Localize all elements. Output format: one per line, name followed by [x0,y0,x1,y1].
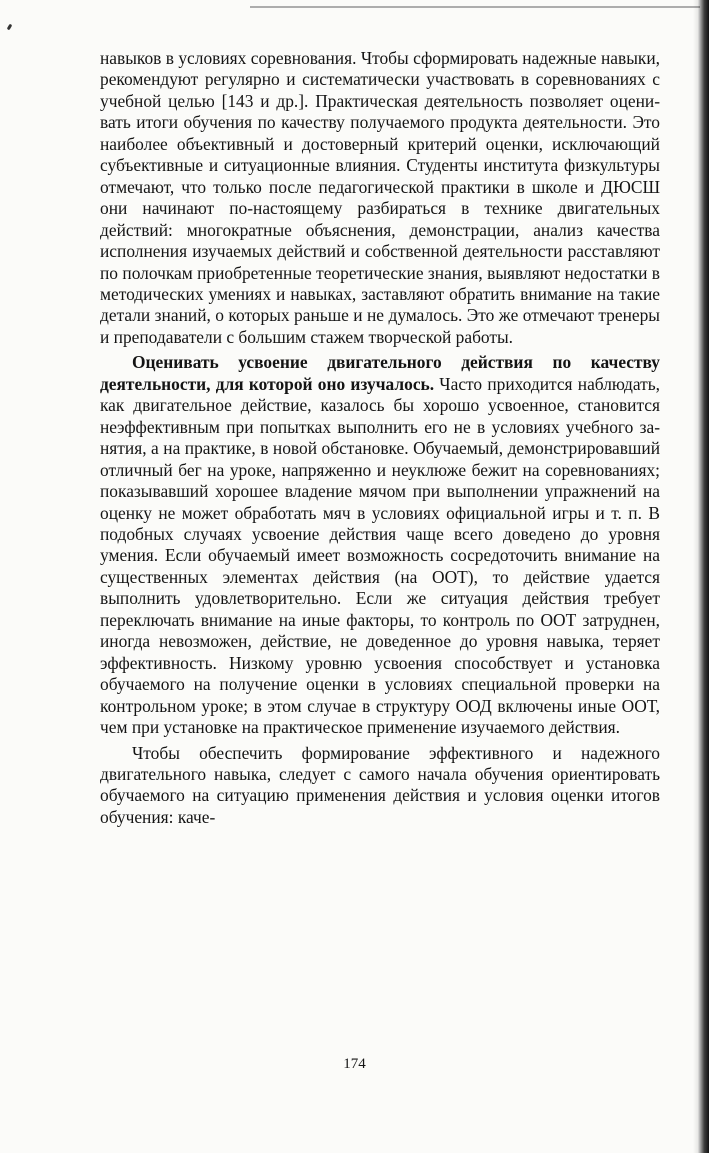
scan-edge-top [250,6,700,8]
paragraph-3-text: Чтобы обеспечить формирование эффективного и надежного двигательного навыка, следует с самого начала обучения ориентировать обучаемого на ситуацию применения действия и условия оценки итогов обучения: каче- [100,742,660,827]
paragraph-2 [100,352,660,738]
body-text [100,48,660,828]
paragraph-2-text: Часто приходится наблюдать, как двигательное действие, казалось бы хорошо усвоенное, становится неэффективным при попытках выполнить его не в условиях учебного занятия, а на практике, в новой обстановке. Обучаемый, демонстрировавший отличный бег на уроке, напряженно и неуклюже бежит на соревнованиях; показывавший хорошее владение мячом при выполнении упражнений на оценку не может обработать мяч в условиях официальной игры и т. п. В подобных случаях усвоение действия чаще всего доведено до уровня умения. Если обучаемый имеет возможность сосредоточить внимание на существенных элементах действия (на ООТ), то действие удается выполнить удовлетворительно. Если же ситуация действия требует переключать внимание на иные факторы, то контроль по ООТ затруднен, иногда невозможен, действие, не доведенное до уровня навыка, теряет эффективность. Низкому уровню усвоения способствует и установка обучаемого на получение оценки в условиях специальной проверки на контрольном уроке; в этом случае в структуру ООД включены иные ООТ, чем при установке на практическое применение изучаемого действия. [100,373,660,738]
scan-edge-right [693,0,709,1153]
paragraph-3 [100,743,660,829]
paragraph-1 [100,48,660,348]
page-number: 174 [343,1056,366,1072]
paragraph-1-text: навыков в условиях соревнования. Чтобы сформировать надежные навыки, рекомендуют регулярно и систематически участвовать в соревнованиях с учебной целью [143 и др.]. Практическая деятельность позволяет оценивать итоги обучения по качеству получаемого продукта деятельности. Это наиболее объективный и достоверный критерий оценки, исключающий субъективные и ситуационные влияния. Студенты института физкультуры отмечают, что только после педагогической практики в школе и ДЮСШ они начинают по-настоящему разбираться в технике двигательных действий: многократные объяснения, демонстрации, анализ качества исполнения изучаемых действий и собственной деятельности расставляют по полочкам приобретенные теоретические знания, выявляют недостатки в методических умениях и навыках, заставляют обратить внимание на такие детали знаний, о которых раньше и не думалось. Это же отмечают тренеры и преподаватели с большим стажем творческой работы. [100,48,660,347]
paragraph-2-bold-lead: Оценивать усвоение двигательного действия по качеству деятельности, для которой оно изучалось. [100,352,660,394]
scan-speck [7,24,13,31]
